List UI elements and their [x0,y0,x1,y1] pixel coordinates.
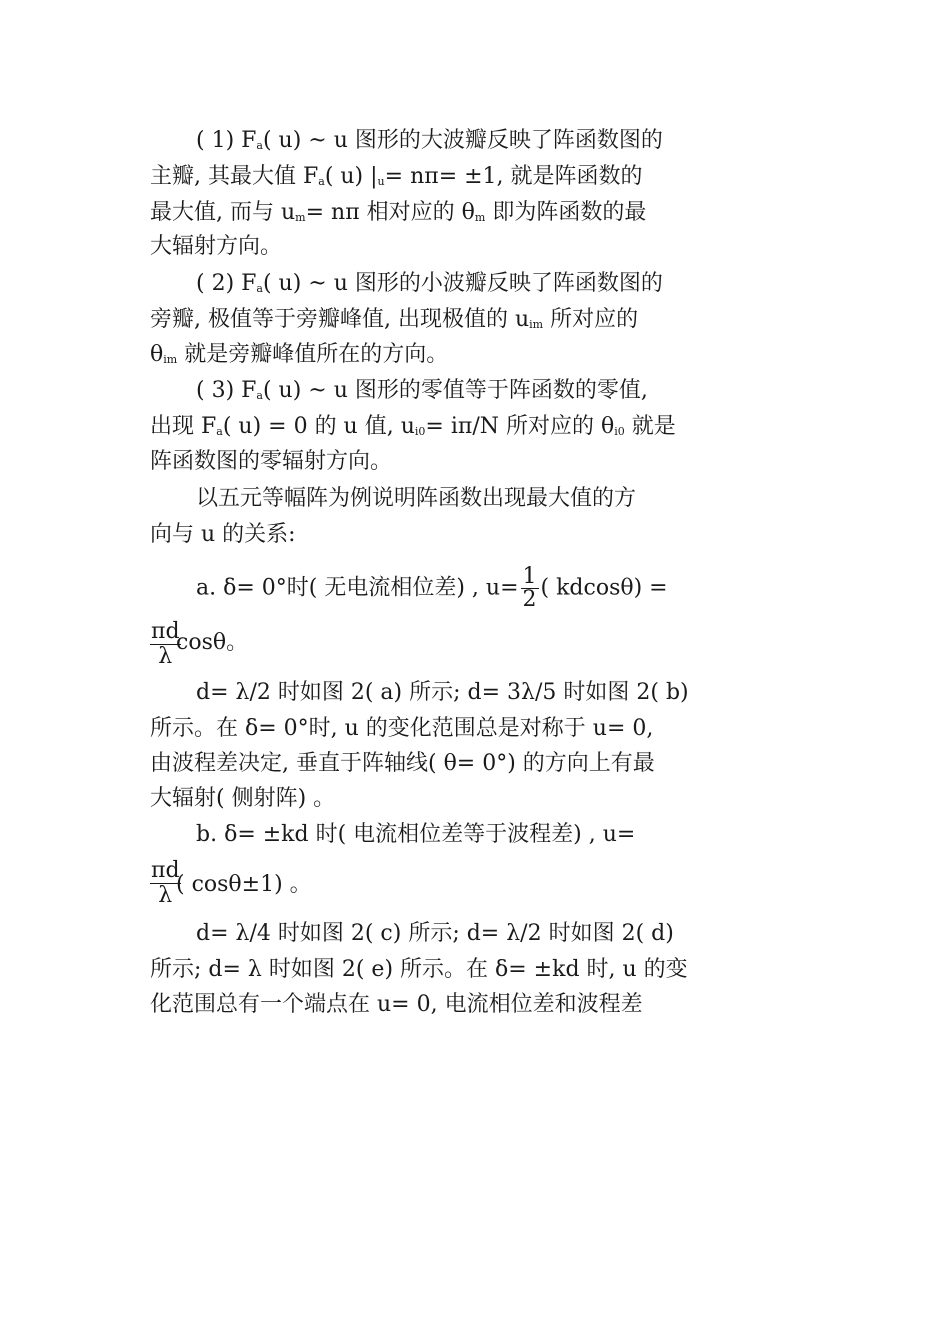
paragraph-1-line-4: 大辐射方向。 [150,234,283,259]
subscript: a [256,389,263,402]
text: 即为阵函数的最 [485,200,647,225]
subscript: a [318,175,325,188]
text: ( u) ~ u 图形的小波瓣反映了阵函数图的 [262,271,663,296]
text: 所对应的 [543,307,639,332]
formula-a-line-1 [196,566,668,611]
formula-b-line-1: b. δ= ±kd 时( 电流相位差等于波程差) , u= [196,822,636,847]
subscript: m [295,211,306,224]
text: = nπ= ±1, 就是阵函数的 [384,164,643,189]
text: ( u) ~ u 图形的零值等于阵函数的零值, [262,378,648,403]
text: ( 2) F [196,271,257,296]
text: ( u) | [324,164,378,189]
text: 就是 [624,414,676,439]
paragraph-3-line-2 [150,412,676,447]
paragraph-2-line-2 [150,305,638,340]
paragraph-5-line-2: 所示。在 δ= 0°时, u 的变化范围总是对称于 u= 0, [150,716,654,741]
text: 主瓣, 其最大值 F [150,164,319,189]
paragraph-1-line-3 [150,198,646,233]
paragraph-1-line-1 [196,126,663,161]
text: 最大值, 而与 u [150,200,296,225]
paragraph-5-line-3: 由波程差决定, 垂直于阵轴线( θ= 0°) 的方向上有最 [150,751,655,776]
subscript: a [256,139,263,152]
paragraph-2-line-1 [196,269,663,304]
subscript: im [529,318,544,331]
text: = iπ/N 所对应的 θ [425,414,615,439]
paragraph-6-line-3: 化范围总有一个端点在 u= 0, 电流相位差和波程差 [150,992,643,1017]
paragraph-3-line-3: 阵函数图的零辐射方向。 [150,449,393,474]
subscript: m [474,211,486,224]
text: ( u) = 0 的 u 值, u [222,414,415,439]
text: ( u) ~ u 图形的大波瓣反映了阵函数图的 [262,128,663,153]
fraction-one-half [521,566,539,611]
numerator: πd [151,858,180,883]
paragraph-4-line-2: 向与 u 的关系: [150,522,296,547]
denominator: λ [158,644,173,669]
paragraph-6-line-1: d= λ/4 时如图 2( c) 所示; d= λ/2 时如图 2( d) [196,921,674,946]
denominator: 2 [522,587,537,612]
subscript: u [377,175,385,188]
paragraph-4-line-1: 以五元等幅阵为例说明阵函数出现最大值的方 [196,486,637,511]
text: 就是旁瓣峰值所在的方向。 [177,342,449,367]
formula-a-line-2: cosθ。 [176,630,249,655]
text: ( 3) F [196,378,257,403]
subscript: a [256,282,263,295]
text: θ [150,342,164,367]
paragraph-3-line-1 [196,376,648,411]
numerator: 1 [522,564,537,589]
subscript: i0 [614,425,625,438]
paragraph-2-line-3 [150,340,448,375]
paragraph-5-line-1: d= λ/2 时如图 2( a) 所示; d= 3λ/5 时如图 2( b) [196,680,689,705]
text: a. δ= 0°时( 无电流相位差) , u= [196,575,519,601]
text: 出现 F [150,414,217,439]
text: ( 1) F [196,128,257,153]
denominator: λ [158,883,173,908]
paragraph-5-line-4: 大辐射( 侧射阵) 。 [150,786,336,811]
text: 旁瓣, 极值等于旁瓣峰值, 出现极值的 u [150,307,530,332]
paragraph-1-line-2 [150,162,643,197]
subscript: i0 [414,425,426,438]
numerator: πd [151,619,180,644]
paragraph-6-line-2: 所示; d= λ 时如图 2( e) 所示。在 δ= ±kd 时, u 的变 [150,957,688,982]
text: = nπ 相对应的 θ [305,200,475,225]
subscript: im [163,353,178,366]
formula-b-line-2: ( cosθ±1) 。 [176,872,312,897]
subscript: a [216,425,223,438]
text: ( kdcosθ) = [540,575,668,601]
